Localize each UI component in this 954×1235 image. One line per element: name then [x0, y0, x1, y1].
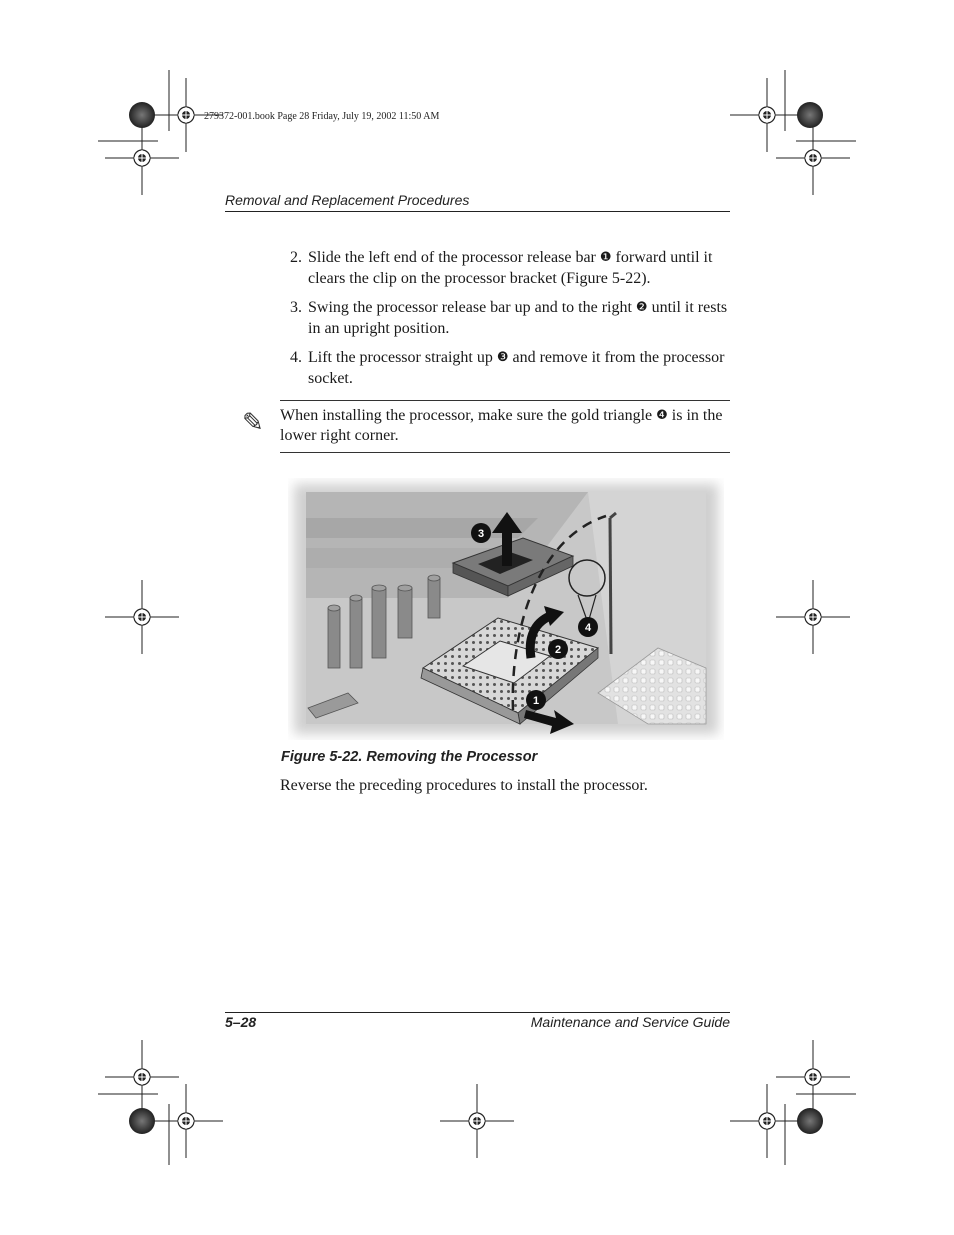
step-number: 4. — [290, 349, 302, 366]
header-rule — [225, 211, 730, 212]
figure-callout-1-icon — [526, 690, 546, 710]
callout-1-icon: ❶ — [599, 250, 612, 265]
page-number: 5–28 — [225, 1014, 257, 1030]
step-4 — [290, 347, 730, 389]
callout-2-icon: ❷ — [635, 300, 648, 315]
figure-callout-4-icon — [578, 617, 598, 637]
svg-text:2: 2 — [554, 644, 562, 656]
svg-text:1: 1 — [532, 695, 540, 707]
step-number: 3. — [290, 299, 302, 316]
step-text: Lift the processor straight up ❸ and remove it from the processor socket. — [308, 349, 725, 387]
svg-text:3: 3 — [477, 528, 485, 540]
figure-caption: Figure 5-22. Removing the Processor — [281, 749, 538, 765]
step-text: Slide the left end of the processor release bar ❶ forward until it clears the clip on the processor bracket (Figure 5-22). — [308, 249, 713, 287]
print-slug: 279372-001.book Page 28 Friday, July 19, 2002 11:50 AM — [204, 111, 440, 122]
footer-title: Maintenance and Service Guide — [530, 1014, 730, 1030]
svg-text:4: 4 — [584, 622, 592, 634]
pencil-note-icon: ✎ — [242, 408, 264, 438]
running-header: Removal and Replacement Procedures — [225, 192, 470, 208]
figure-callout-3-icon — [471, 523, 491, 543]
closing-paragraph: Reverse the preceding procedures to install the processor. — [280, 777, 648, 794]
note-top-rule — [280, 400, 730, 401]
note-text: When installing the processor, make sure the gold triangle ❹ is in the lower right corner. — [280, 407, 723, 444]
processor-removal-illustration — [288, 478, 724, 740]
step-3 — [290, 297, 730, 339]
step-number: 2. — [290, 249, 302, 266]
callout-4-icon: ❹ — [656, 408, 668, 423]
note-bottom-rule — [280, 452, 730, 453]
figure-callout-2-icon — [548, 639, 568, 659]
footer-rule — [225, 1012, 730, 1013]
step-2 — [290, 247, 730, 289]
callout-3-icon: ❸ — [496, 350, 509, 365]
step-text: Swing the processor release bar up and to the right ❷ until it rests in an upright position. — [308, 299, 728, 337]
